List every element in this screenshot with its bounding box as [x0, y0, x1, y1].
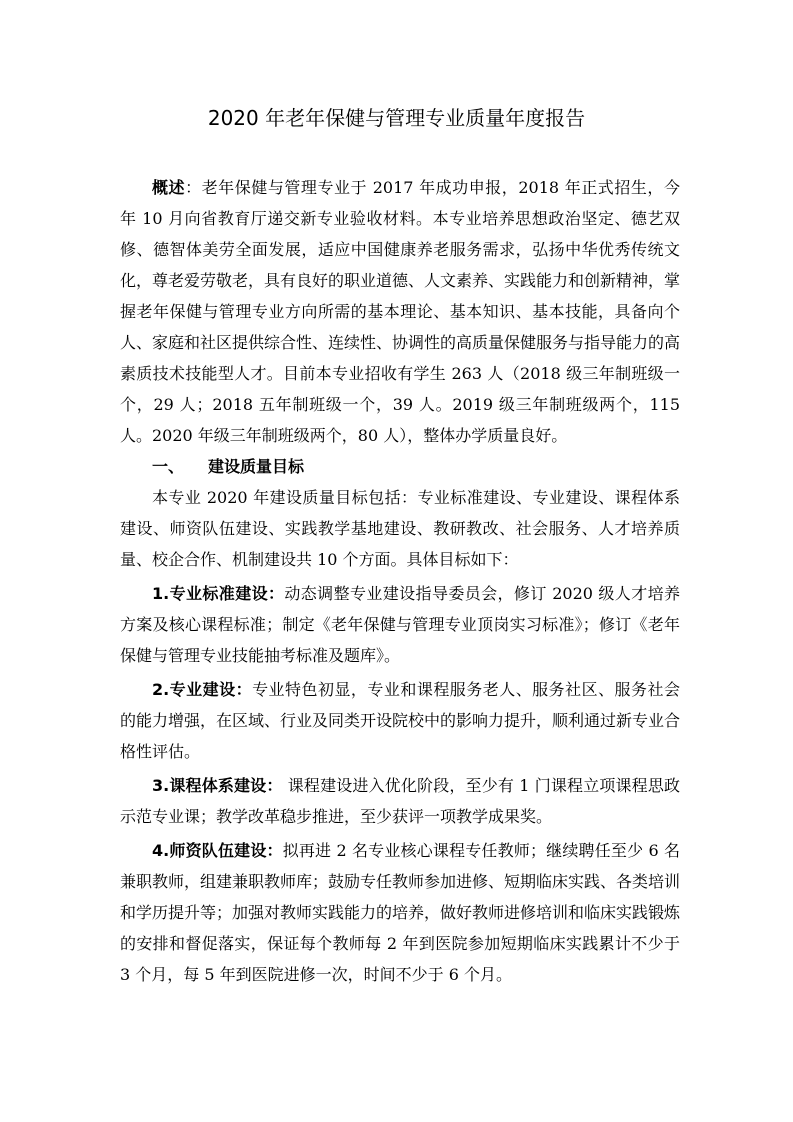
goal-item-text: 动态调整专业建设指导委员会，修订 2020 级人才培养方案及核心课程标准；制定《老年保健与管理专业顶岗实习标准》；修订《老年保健与管理专业技能抽考标准及题库》。 — [120, 584, 680, 665]
overview-text: ：老年保健与管理专业于 2017 年成功申报，2018 年正式招生，今年 10 月向省教育厅递交新专业验收材料。本专业培养思想政治坚定、德艺双修、德智体美劳全面发展，适应中国健康养老服务需求，弘扬中华优秀传统文化，尊老爱劳敬老，具有良好的职业道德、人文素养、实践能力和创新精神，掌握老年保健与管理专业方向所需的基本理论、基本知识、基本技能，具备向个人、家庭和社区提供综合性、连续性、协调性的高质量保健服务与指导能力的高素质技术技能型人才。目前本专业招收有学生 263 人（2018 级三年制班级一个，29 人；2018 五年制班级一个，39 人。2019 级三年制班级两个，115 人。2020 年级三年制班级两个，80 人），整体办学质量良好。 — [120, 178, 681, 445]
goal-item-2 — [120, 674, 680, 767]
goal-item-lead: 2.专业建设： — [152, 680, 253, 699]
goal-item-4 — [120, 835, 680, 990]
overview-paragraph — [120, 172, 680, 451]
goal-item-text: 课程建设进入优化阶段，至少有 1 门课程立项课程思政示范专业课；教学改革稳步推进，至少获评一项教学成果奖。 — [120, 776, 680, 826]
document-title: 2020 年老年保健与管理专业质量年度报告 — [207, 106, 586, 130]
section-heading — [120, 451, 680, 482]
goal-item-text: 拟再进 2 名专业核心课程专任教师；继续聘任至少 6 名兼职教师，组建兼职教师库；鼓励专任教师参加进修、短期临床实践、各类培训和学历提升等；加强对教师实践能力的培养，做好教师进修培训和临床实践锻炼的安排和督促落实，保证每个教师每 2 年到医院参加短期临床实践累计不少于 3 个月，每 5 年到医院进修一次，时间不少于 6 个月。 — [120, 841, 681, 984]
goal-item-3 — [120, 770, 680, 832]
document-body — [120, 172, 680, 990]
goal-item-1 — [120, 578, 680, 671]
goal-item-lead: 3.课程体系建设： — [152, 776, 283, 795]
section-title: 建设质量目标 — [208, 457, 305, 476]
goal-item-lead: 4.师资队伍建设： — [152, 841, 283, 860]
section-number: 一、 — [152, 457, 185, 476]
section-intro: 本专业 2020 年建设质量目标包括：专业标准建设、专业建设、课程体系建设、师资队伍建设、实践教学基地建设、教研教改、社会服务、人才培养质量、校企合作、机制建设共 10 个方面。具体目标如下： — [120, 488, 680, 569]
goal-item-text: 专业特色初显，专业和课程服务老人、服务社区、服务社会的能力增强，在区域、行业及同类开设院校中的影响力提升，顺利通过新专业合格性评估。 — [120, 680, 681, 761]
goal-item-lead: 1.专业标准建设： — [152, 584, 285, 603]
overview-lead: 概述 — [152, 178, 186, 197]
